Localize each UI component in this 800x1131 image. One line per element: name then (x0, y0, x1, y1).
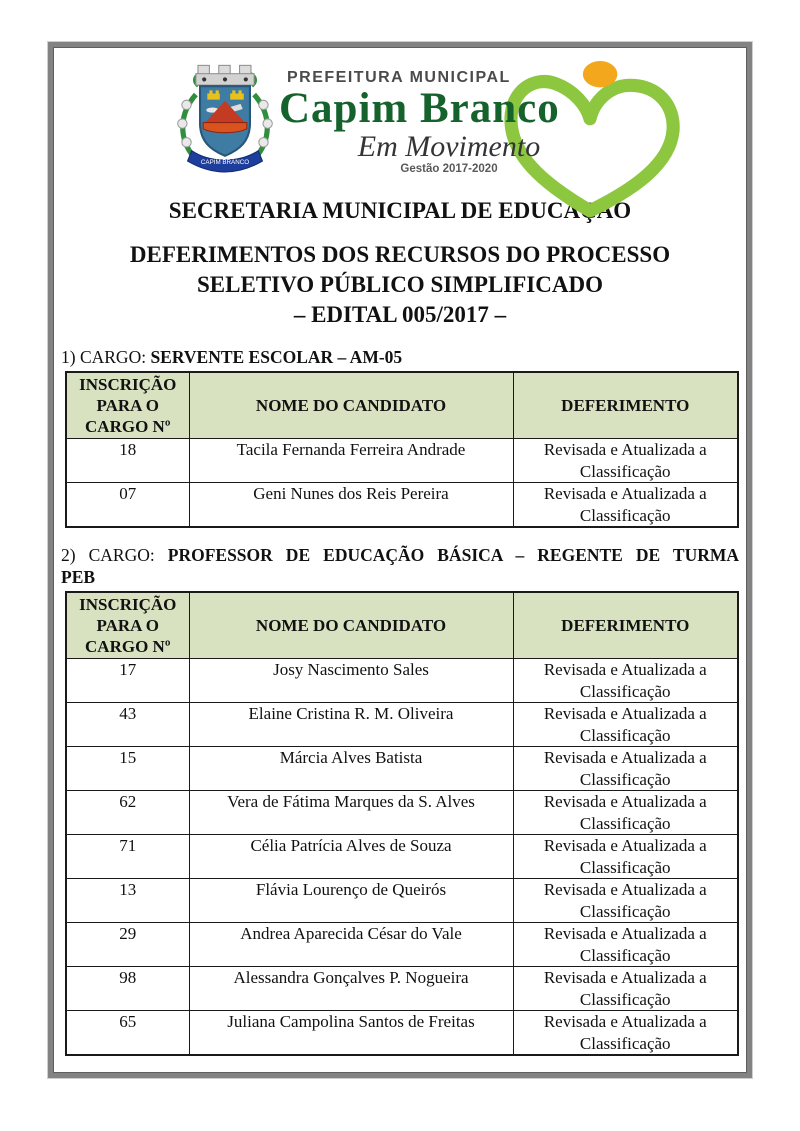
municipal-letterhead (61, 57, 739, 181)
cell-deferimento: Revisada e Atualizada a Classificação (513, 439, 738, 483)
cell-nome: Alessandra Gonçalves P. Nogueira (189, 967, 513, 1011)
cell-inscricao: 65 (66, 1011, 189, 1056)
section1-heading-cargo: SERVENTE ESCOLAR – AM-05 (150, 347, 403, 367)
cell-inscricao: 07 (66, 483, 189, 528)
table-header-row (66, 592, 738, 659)
cell-deferimento: Revisada e Atualizada a Classificação (513, 967, 738, 1011)
subtitle-line1: DEFERIMENTOS DOS RECURSOS DO PROCESSO (129, 242, 671, 267)
cell-inscricao: 15 (66, 747, 189, 791)
document-content (53, 57, 747, 1056)
cell-deferimento: Revisada e Atualizada a Classificação (513, 879, 738, 923)
table-servente-escolar (65, 371, 739, 528)
cell-nome: Célia Patrícia Alves de Souza (189, 835, 513, 879)
cell-inscricao: 71 (66, 835, 189, 879)
logo-text-block (279, 69, 639, 175)
table-row (66, 747, 738, 791)
cell-inscricao: 62 (66, 791, 189, 835)
table-row (66, 703, 738, 747)
city-slogan: Em Movimento (357, 130, 541, 163)
cell-nome: Vera de Fátima Marques da S. Alves (189, 791, 513, 835)
svg-text:CAPIM BRANCO: CAPIM BRANCO (200, 159, 250, 167)
document-page-frame (48, 42, 752, 1078)
section2-heading-line1 (61, 544, 739, 566)
subtitle-line3: – EDITAL 005/2017 – (293, 302, 507, 327)
table-row (66, 483, 738, 528)
col-header-nome: NOME DO CANDIDATO (189, 592, 513, 659)
cell-nome: Josy Nascimento Sales (189, 659, 513, 703)
prefeitura-label: PREFEITURA MUNICIPAL (287, 69, 511, 86)
cell-deferimento: Revisada e Atualizada a Classificação (513, 835, 738, 879)
section1-heading (61, 346, 739, 368)
table-row (66, 439, 738, 483)
cell-nome: Flávia Lourenço de Queirós (189, 879, 513, 923)
section2-heading-prefix: 2) CARGO: (61, 545, 155, 565)
cell-nome: Juliana Campolina Santos de Freitas (189, 1011, 513, 1056)
page-subtitle (61, 240, 739, 330)
cell-deferimento: Revisada e Atualizada a Classificação (513, 923, 738, 967)
col-header-inscricao: INSCRIÇÃO PARA O CARGO Nº (66, 372, 189, 439)
section1-heading-prefix: 1) CARGO: (61, 347, 147, 367)
cell-inscricao: 43 (66, 703, 189, 747)
city-name: Capim Branco (279, 85, 560, 132)
cell-inscricao: 18 (66, 439, 189, 483)
cell-nome: Elaine Cristina R. M. Oliveira (189, 703, 513, 747)
col-header-deferimento: DEFERIMENTO (513, 372, 738, 439)
section2-heading-line2: PEB (61, 567, 96, 587)
table-row (66, 835, 738, 879)
col-header-deferimento: DEFERIMENTO (513, 592, 738, 659)
cell-deferimento: Revisada e Atualizada a Classificação (513, 747, 738, 791)
section2-heading-cargo: PROFESSOR DE EDUCAÇÃO BÁSICA – REGENTE DE TURMA (167, 545, 740, 565)
table-header-row (66, 372, 738, 439)
col-header-nome: NOME DO CANDIDATO (189, 372, 513, 439)
cell-deferimento: Revisada e Atualizada a Classificação (513, 659, 738, 703)
cell-inscricao: 98 (66, 967, 189, 1011)
table-row (66, 659, 738, 703)
cell-inscricao: 29 (66, 923, 189, 967)
page-title: SECRETARIA MUNICIPAL DE EDUCAÇÃO (168, 198, 632, 223)
cell-nome: Tacila Fernanda Ferreira Andrade (189, 439, 513, 483)
table-professor-peb (65, 591, 739, 1056)
cell-nome: Andrea Aparecida César do Vale (189, 923, 513, 967)
table-row (66, 967, 738, 1011)
cell-nome: Geni Nunes dos Reis Pereira (189, 483, 513, 528)
table-row (66, 1011, 738, 1056)
cell-inscricao: 13 (66, 879, 189, 923)
section2-heading (61, 544, 739, 588)
table-row (66, 879, 738, 923)
table-row (66, 923, 738, 967)
cell-inscricao: 17 (66, 659, 189, 703)
col-header-inscricao: INSCRIÇÃO PARA O CARGO Nº (66, 592, 189, 659)
table-row (66, 791, 738, 835)
cell-deferimento: Revisada e Atualizada a Classificação (513, 791, 738, 835)
subtitle-line2: SELETIVO PÚBLICO SIMPLIFICADO (197, 272, 603, 297)
municipal-coat-of-arms-icon (173, 61, 277, 181)
cell-deferimento: Revisada e Atualizada a Classificação (513, 483, 738, 528)
cell-deferimento: Revisada e Atualizada a Classificação (513, 1011, 738, 1056)
cell-deferimento: Revisada e Atualizada a Classificação (513, 703, 738, 747)
cell-nome: Márcia Alves Batista (189, 747, 513, 791)
gestao-label: Gestão 2017-2020 (400, 163, 498, 175)
